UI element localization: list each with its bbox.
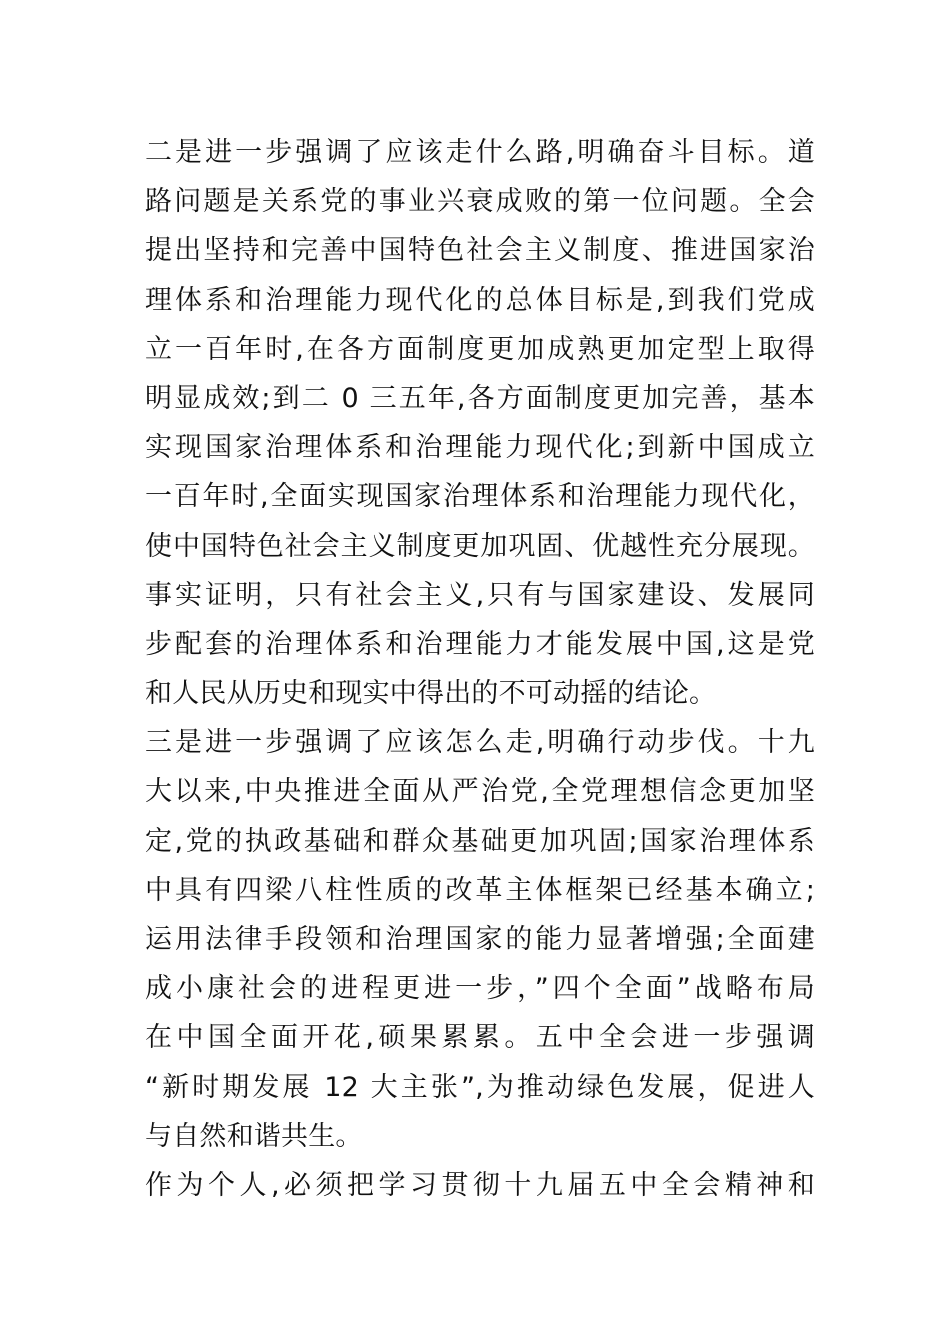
text-line: 二是进一步强调了应该走什么路,明确奋斗目标。道 xyxy=(145,137,815,168)
text-line: 路问题是关系党的事业兴衰成败的第一位问题。全会 xyxy=(145,186,815,218)
text-line: 大以来,中央推进全面从严治党,全党理想信念更加坚 xyxy=(145,776,815,808)
text-line: 定,党的执政基础和群众基础更加巩固;国家治理体系 xyxy=(145,825,815,857)
text-line: 成小康社会的进程更进一步，”四个全面”战略布局 xyxy=(145,973,815,1005)
text-line: 一百年时,全面实现国家治理体系和治理能力现代化， xyxy=(145,481,815,513)
text-line: 与自然和谐共生。 xyxy=(145,1120,363,1152)
text-line: 作为个人,必须把学习贯彻十九届五中全会精神和 xyxy=(145,1169,815,1201)
text-line: 三是进一步强调了应该怎么走,明确行动步伐。十九 xyxy=(145,727,815,759)
text-line: 在中国全面开花,硕果累累。五中全会进一步强调 xyxy=(145,1022,815,1054)
text-line: 事实证明，只有社会主义,只有与国家建设、发展同 xyxy=(145,579,815,611)
text-line: 实现国家治理体系和治理能力现代化;到新中国成立 xyxy=(145,432,815,464)
document-body xyxy=(145,128,815,1210)
paragraph-personal xyxy=(145,1161,815,1210)
text-line: 运用法律手段领和治理国家的能力显著增强;全面建 xyxy=(145,924,815,955)
text-line: “新时期发展 12 大主张”,为推动绿色发展，促进人 xyxy=(145,1071,815,1103)
text-line: 和人民从历史和现实中得出的不可动摇的结论。 xyxy=(145,678,717,710)
paragraph-action-steps xyxy=(145,718,815,1161)
text-line: 中具有四梁八柱性质的改革主体框架已经基本确立; xyxy=(145,874,815,906)
text-line: 提出坚持和完善中国特色社会主义制度、推进国家治 xyxy=(145,235,815,267)
paragraph-road-goal xyxy=(145,128,815,718)
text-line: 步配套的治理体系和治理能力才能发展中国,这是党 xyxy=(145,628,815,660)
text-line: 使中国特色社会主义制度更加巩固、优越性充分展现。 xyxy=(145,530,815,562)
text-line: 立一百年时,在各方面制度更加成熟更加定型上取得 xyxy=(145,333,815,365)
text-line: 明显成效;到二 0 三五年,各方面制度更加完善，基本 xyxy=(145,382,815,414)
text-line: 理体系和治理能力现代化的总体目标是,到我们党成 xyxy=(145,284,815,316)
